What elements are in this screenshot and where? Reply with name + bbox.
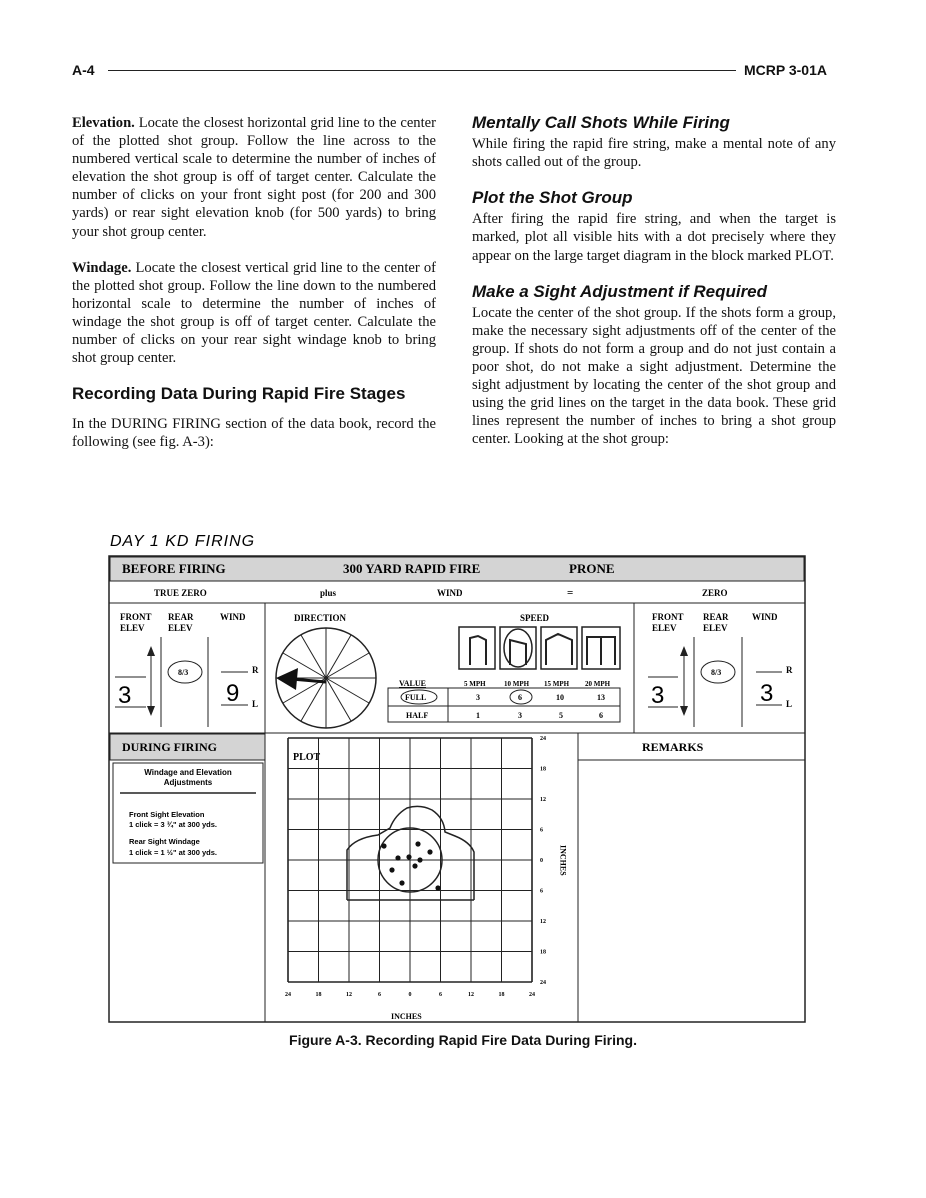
x-tick-label: 24 xyxy=(285,992,291,998)
front-sight-value: 1 click = 3 ¾" at 300 yds. xyxy=(129,820,217,829)
half-15: 5 xyxy=(559,711,563,720)
x-tick-label: 0 xyxy=(408,992,412,998)
rear-elev-label: ELEV xyxy=(168,623,193,633)
full-15: 10 xyxy=(556,693,564,702)
r-rear-elev-label: ELEV xyxy=(703,623,728,633)
speed-table xyxy=(388,679,620,722)
rear-sight-label: Rear Sight Windage xyxy=(129,837,200,846)
shot-dot xyxy=(395,855,400,860)
during-firing-label: DURING FIRING xyxy=(122,740,218,754)
speed-header-10: 10 MPH xyxy=(504,680,530,688)
rear-sight-value: 1 click = 1 ½" at 300 yds. xyxy=(129,848,217,857)
remarks-label: REMARKS xyxy=(642,740,704,754)
direction-label: DIRECTION xyxy=(294,613,347,623)
figure-frame xyxy=(109,556,805,1022)
y-tick-label: 6 xyxy=(540,827,543,834)
shot-dot xyxy=(389,867,394,872)
wind-label: WIND xyxy=(437,588,463,598)
wind-value: 9 xyxy=(226,680,240,707)
document-id: MCRP 3-01A xyxy=(744,62,827,78)
shot-dot xyxy=(427,849,432,854)
equals-label: = xyxy=(567,587,574,599)
sight-adjustment-paragraph: Locate the center of the shot group. If the shots form a group, make the necessary sight adjustments off of the center of the group. If shots do not form a group and do not just contain a poor shot, do not make a sight adjustment. Determine the sight adjustment by locating the center of the shot group and using the grid lines on the target in the data book. These grid lines represent the number of inches to bring a shot group center. Looking at the shot group: xyxy=(472,304,836,448)
r-wind-col-label: WIND xyxy=(752,612,778,622)
shot-dot xyxy=(381,843,386,848)
before-firing-label: BEFORE FIRING xyxy=(122,561,226,576)
r-front-value: 3 xyxy=(651,682,665,709)
r-wind-left-label: L xyxy=(786,699,793,709)
adjust-title-1: Windage and Elevation xyxy=(144,768,232,777)
heading-sight-adjustment: Make a Sight Adjustment if Required xyxy=(472,281,768,301)
front-sight-label: Front Sight Elevation xyxy=(129,810,205,819)
speed-header-20: 20 MPH xyxy=(585,680,611,688)
speed-header-15: 15 MPH xyxy=(544,680,570,688)
speed-header-5: 5 MPH xyxy=(464,680,486,688)
x-tick-label: 12 xyxy=(468,992,474,998)
full-5: 3 xyxy=(476,693,480,702)
x-tick-label: 12 xyxy=(346,992,352,998)
page-number: A-4 xyxy=(72,62,95,78)
shot-dot xyxy=(399,880,404,885)
y-tick-label: 6 xyxy=(540,888,543,895)
handwritten-title: DAY 1 KD FIRING xyxy=(110,533,256,550)
shot-dot xyxy=(417,857,422,862)
speed-label: SPEED xyxy=(520,613,550,623)
heading-plot-group: Plot the Shot Group xyxy=(472,188,633,208)
zero-label: ZERO xyxy=(702,588,728,598)
full-10: 6 xyxy=(518,693,522,702)
windage-lead: Windage. xyxy=(72,259,132,276)
shot-dot xyxy=(435,885,440,890)
y-tick-label: 12 xyxy=(540,797,546,803)
x-tick-label: 24 xyxy=(529,992,535,998)
wind-direction-clock xyxy=(276,628,376,728)
shot-dot xyxy=(415,841,420,846)
before-sight-settings xyxy=(115,612,259,727)
half-5: 1 xyxy=(476,711,480,720)
y-tick-label: 24 xyxy=(540,980,546,986)
full-label: FULL xyxy=(405,693,427,702)
r-wind-right-label: R xyxy=(786,665,793,675)
full-20: 13 xyxy=(597,693,605,702)
plot-group-paragraph: After firing the rapid fire string, and when the target is marked, plot all visible hits with a dot precisely where they appear on the large target diagram in the block marked PLOT. xyxy=(472,211,836,264)
y-tick-label: 24 xyxy=(540,736,546,742)
half-20: 6 xyxy=(599,711,603,720)
shot-dot xyxy=(412,863,417,868)
wind-left-label: L xyxy=(252,699,259,709)
front-elev-label: ELEV xyxy=(120,623,145,633)
y-tick-label: 18 xyxy=(540,949,546,956)
r-front-elev-label: ELEV xyxy=(652,623,677,633)
position-label: PRONE xyxy=(569,561,615,576)
section-heading: Recording Data During Rapid Fire Stages xyxy=(72,384,406,404)
y-tick-label: 12 xyxy=(540,919,546,925)
x-axis-label: INCHES xyxy=(391,1012,422,1021)
course-label: 300 YARD RAPID FIRE xyxy=(343,561,481,576)
value-label: VALUE xyxy=(399,679,426,688)
shot-dot xyxy=(406,854,411,859)
r-front-label: FRONT xyxy=(652,612,684,622)
x-tick-label: 18 xyxy=(498,992,505,998)
rear-value: 8/3 xyxy=(178,668,189,677)
x-tick-label: 6 xyxy=(378,992,381,998)
rear-label: REAR xyxy=(168,612,194,622)
call-shots-paragraph: While firing the rapid fire string, make a mental note of any shots called out of the group. xyxy=(472,136,836,171)
plot-label: PLOT xyxy=(293,752,321,763)
x-tick-label: 18 xyxy=(315,992,322,998)
r-wind-value: 3 xyxy=(760,680,774,707)
x-tick-label: 6 xyxy=(439,992,442,998)
windage-text: Locate the closest vertical grid line to the center of the plotted shot group. Follow the line down to the numbered horizontal scale to determine the number of inches of windage the shot group is off of target center. Calculate the number of clicks on your rear sight windage knob to bring shot group center. xyxy=(72,259,436,367)
figure-caption: Figure A-3. Recording Rapid Fire Data During Firing. xyxy=(289,1032,637,1048)
wind-right-label: R xyxy=(252,665,259,675)
wind-flag-icons xyxy=(459,627,620,669)
r-rear-value: 8/3 xyxy=(711,668,722,677)
heading-call-shots: Mentally Call Shots While Firing xyxy=(472,113,730,132)
adjust-title-2: Adjustments xyxy=(163,778,213,787)
half-label: HALF xyxy=(406,711,429,720)
y-tick-label: 0 xyxy=(540,858,543,864)
wind-col-label: WIND xyxy=(220,612,246,622)
y-axis-label: INCHES xyxy=(558,845,568,876)
elevation-lead: Elevation. xyxy=(72,115,135,131)
intro-paragraph: In the DURING FIRING section of the data book, record the following (see fig. A-3): xyxy=(72,416,436,451)
y-tick-label: 18 xyxy=(540,766,546,773)
elevation-text: Locate the closest horizontal grid line to the center of the plotted shot group. Follow the line across to the numbered vertical scale to determine the number of inches of elevation the shot group is off of target center. Calculate the number of clicks on your front sight post (for 200 and 300 yards) or rear sight elevation knob (for 500 yards) to bring your shot group center. xyxy=(72,115,436,240)
after-sight-settings xyxy=(648,612,793,727)
front-label: FRONT xyxy=(120,612,152,622)
r-rear-label: REAR xyxy=(703,612,729,622)
front-value: 3 xyxy=(118,682,132,709)
half-10: 3 xyxy=(518,711,522,720)
wind-arrow-icon xyxy=(276,668,298,690)
true-zero-label: TRUE ZERO xyxy=(154,588,207,598)
plus-label: plus xyxy=(320,588,337,598)
